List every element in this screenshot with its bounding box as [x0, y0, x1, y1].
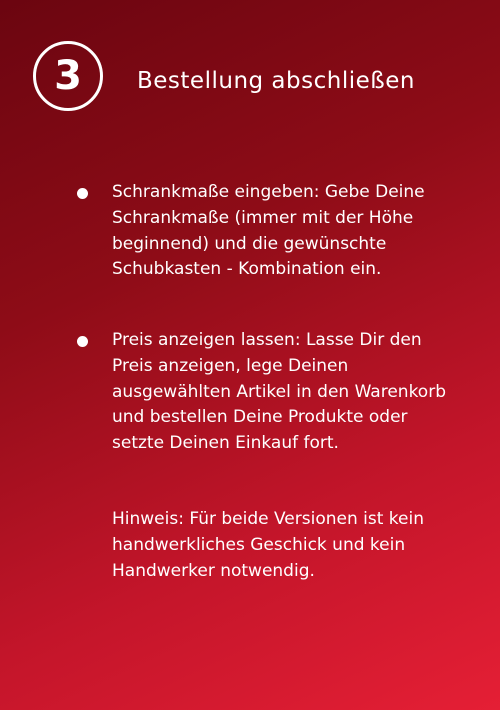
- step-number: 3: [54, 53, 82, 99]
- step-number-badge: [33, 41, 103, 111]
- page-title: Bestellung abschließen: [137, 68, 415, 94]
- hint-note: Hinweis: Für beide Versionen ist kein handwerkliches Geschick und kein Handwerker notwendig.: [112, 509, 424, 581]
- instruction-text: Preis anzeigen lassen: Lasse Dir den Preis anzeigen, lege Deinen ausgewählten Artikel in den Warenkorb und bestellen Deine Produkte oder setzte Deinen Einkauf fort.: [112, 330, 446, 454]
- bullet-icon: [77, 188, 88, 199]
- bullet-icon: [77, 336, 88, 347]
- instruction-text: Schrankmaße eingeben: Gebe Deine Schrankmaße (immer mit der Höhe beginnend) und die gewünschte Schubkasten - Kombination ein.: [112, 182, 425, 280]
